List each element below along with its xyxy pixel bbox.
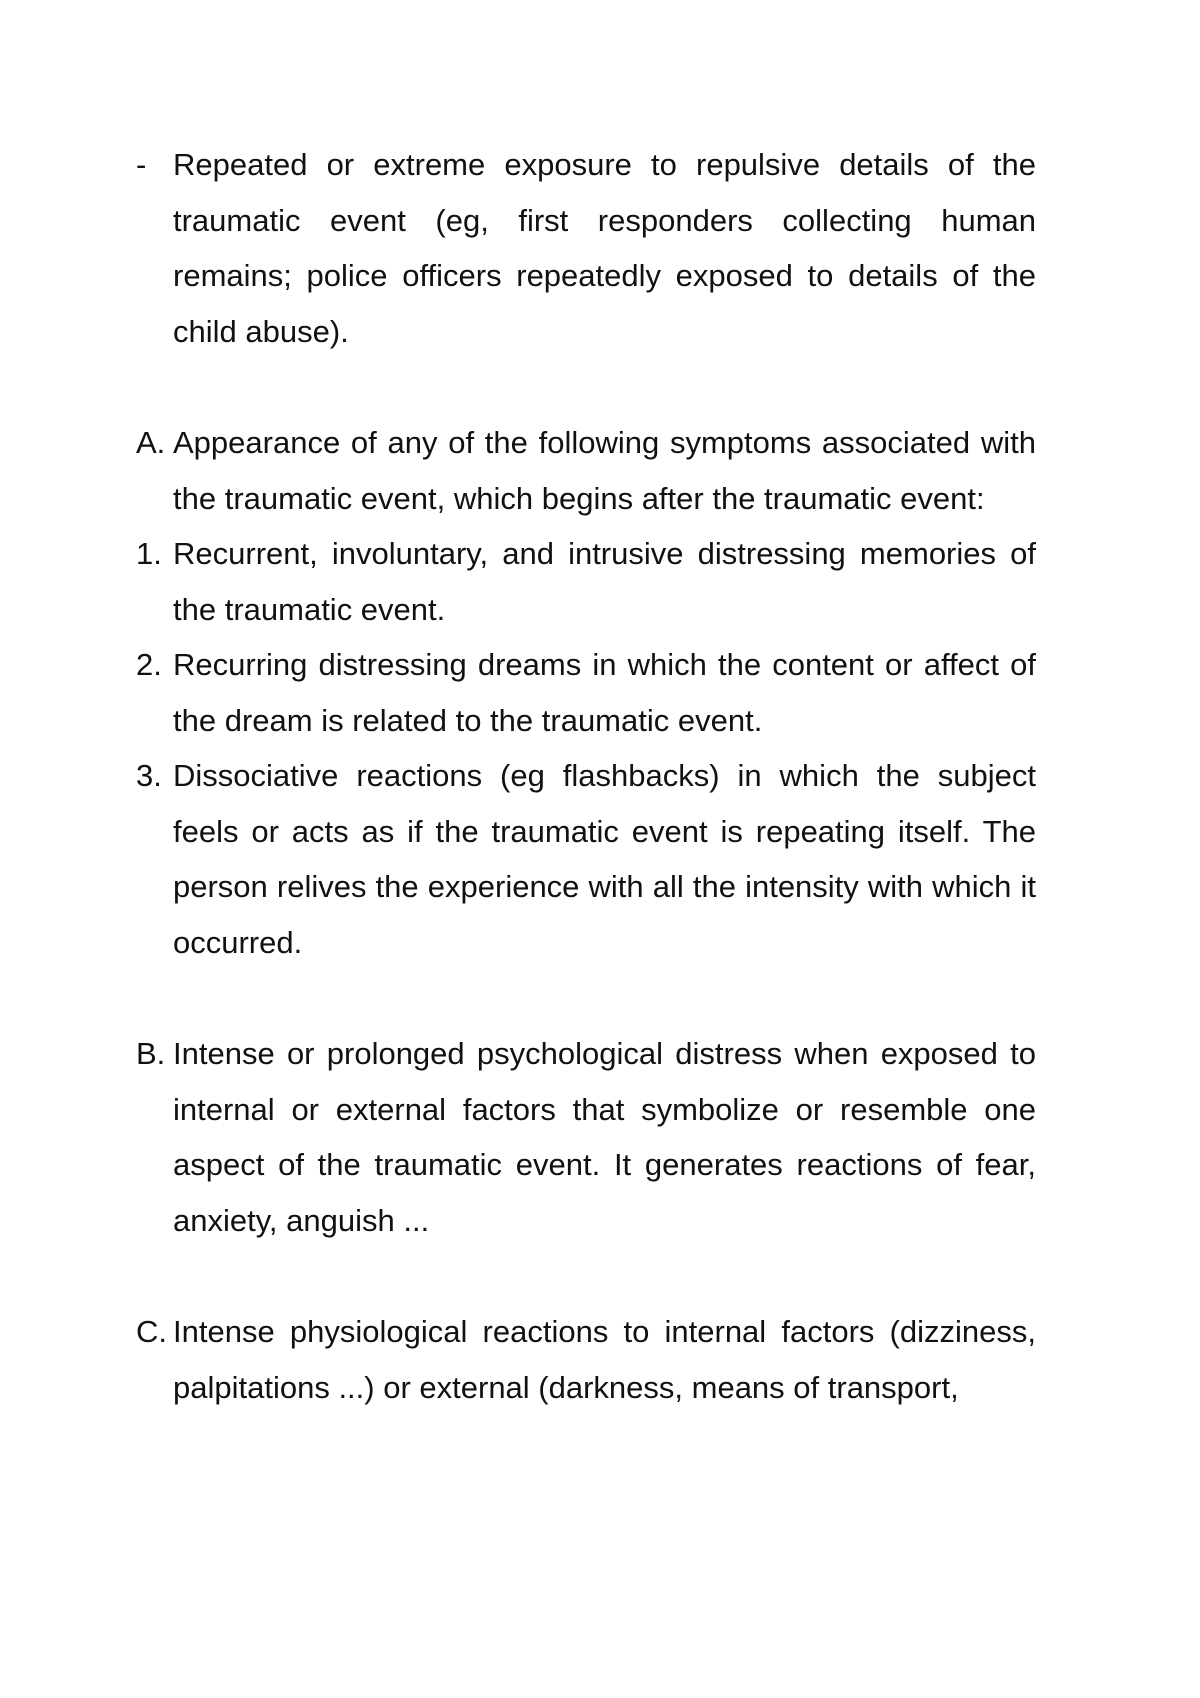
document-body (136, 137, 1036, 1415)
paragraph-gap (136, 1248, 1036, 1304)
paragraph-gap (136, 970, 1036, 1026)
list-item-text: Intense physiological reactions to internal factors (dizziness, palpitations ...) or external (darkness, means of transport, (173, 1314, 1036, 1405)
list-item-a (136, 415, 1036, 526)
list-item-text: Recurring distressing dreams in which the content or affect of the dream is related to the traumatic event. (173, 647, 1036, 738)
list-marker: C. (136, 1314, 167, 1349)
list-item-b (136, 1026, 1036, 1248)
list-item-dash (136, 137, 1036, 359)
list-marker: A. (136, 425, 166, 460)
list-marker: 3. (136, 758, 162, 793)
list-marker: - (136, 147, 147, 182)
list-item-1 (136, 526, 1036, 637)
list-marker: 2. (136, 647, 162, 682)
list-marker: 1. (136, 536, 162, 571)
paragraph-gap (136, 359, 1036, 415)
list-marker: B. (136, 1036, 166, 1071)
list-item-text: Intense or prolonged psychological distress when exposed to internal or external factors that symbolize or resemble one aspect of the traumatic event. It generates reactions of fear, anxiety, anguish ... (173, 1036, 1036, 1238)
list-item-2 (136, 637, 1036, 748)
list-item-text: Recurrent, involuntary, and intrusive distressing memories of the traumatic event. (173, 536, 1036, 627)
list-item-3 (136, 748, 1036, 970)
list-item-text: Dissociative reactions (eg flashbacks) in which the subject feels or acts as if the traumatic event is repeating itself. The person relives the experience with all the intensity with which it occurred. (173, 758, 1036, 960)
list-item-text: Repeated or extreme exposure to repulsive details of the traumatic event (eg, first responders collecting human remains; police officers repeatedly exposed to details of the child abuse). (173, 147, 1036, 349)
list-item-c (136, 1304, 1036, 1415)
list-item-text: Appearance of any of the following symptoms associated with the traumatic event, which begins after the traumatic event: (173, 425, 1036, 516)
